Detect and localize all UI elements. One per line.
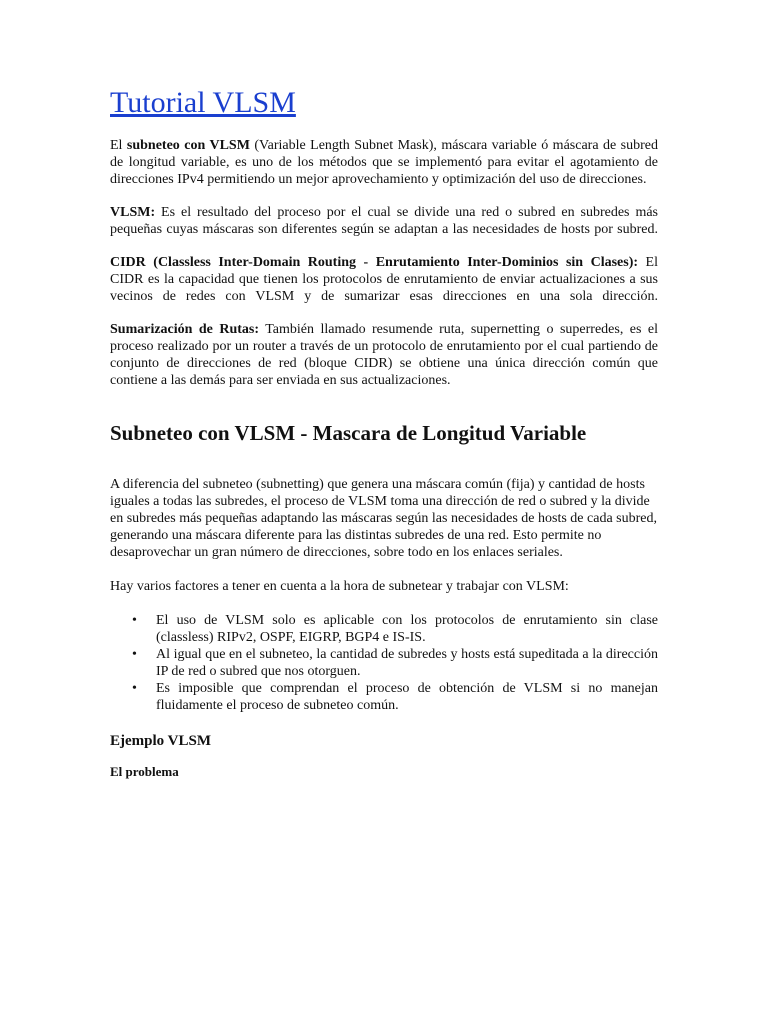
vlsm-definition — [110, 204, 658, 238]
vlsm-text: Es el resultado del proceso por el cual se divide una red o subred en subredes más pequeñas cuyas máscaras son diferentes según se adaptan a las necesidades de hosts por subred. — [110, 205, 658, 237]
intro-text-rest: (Variable Length Subnet Mask), máscara variable ó máscara de subred de longitud variable, es uno de los métodos que se implementó para evitar el agotamiento de direcciones IPv4 permitiendo un mejor aprovechamiento y optimización del uso de direcciones. — [110, 138, 658, 187]
list-item — [110, 612, 658, 646]
section-heading: Subneteo con VLSM - Mascara de Longitud Variable — [110, 421, 587, 445]
list-item — [110, 680, 658, 714]
intro-text-start: El — [110, 138, 127, 153]
section-paragraph-1: A diferencia del subneteo (subnetting) que genera una máscara común (fija) y cantidad de hosts iguales a todas las subredes, el proceso de VLSM toma una dirección de red o subred y la divide en subredes más pequeñas adaptando las máscaras según las necesidades de hosts de cada subred, generando una máscara diferente para las distintas subredes de una red. Esto permite no desaprovechar un gran número de direcciones, sobre todo en los enlaces seriales. — [110, 477, 657, 560]
list-item-text: Al igual que en el subneteo, la cantidad de subredes y hosts está supeditada a la dirección IP de red o subred que nos otorguen. — [156, 647, 658, 679]
page-title-link[interactable]: Tutorial VLSM — [110, 86, 296, 119]
intro-bold-term: subneteo con VLSM — [126, 138, 250, 153]
vlsm-term: VLSM: — [110, 205, 156, 220]
factors-list — [110, 612, 658, 714]
summarization-text: También llamado resumende ruta, supernetting o superredes, es el proceso realizado por un router a través de un protocolo de enrutamiento por el cual partiendo de conjunto de direcciones de red (bloque CIDR) se obtiene una única dirección común que contiene a las demás para ser enviada en sus actualizaciones. — [110, 322, 658, 388]
document-page — [110, 82, 658, 780]
section-paragraph-2: Hay varios factores a tener en cuenta a la hora de subnetear y trabajar con VLSM: — [110, 579, 569, 594]
cidr-term: CIDR (Classless Inter-Domain Routing - Enrutamiento Inter-Dominios sin Clases): — [110, 255, 639, 270]
bullet-icon: • — [132, 647, 137, 662]
cidr-text: El CIDR es la capacidad que tienen los protocolos de enrutamiento de enviar actualizaciones a sus vecinos de redes con VLSM y de sumarizar esas direcciones en una sola dirección. — [110, 255, 658, 304]
intro-paragraph — [110, 137, 658, 188]
summarization-term: Sumarización de Rutas: — [110, 322, 260, 337]
example-heading: Ejemplo VLSM — [110, 733, 211, 749]
summarization-definition — [110, 321, 658, 389]
list-item-text: Es imposible que comprendan el proceso de obtención de VLSM si no manejan fluidamente el proceso de subneteo común. — [156, 681, 658, 713]
problem-heading: El problema — [110, 764, 179, 779]
bullet-icon: • — [132, 613, 137, 628]
list-item — [110, 646, 658, 680]
bullet-icon: • — [132, 681, 137, 696]
list-item-text: El uso de VLSM solo es aplicable con los protocolos de enrutamiento sin clase (classless) RIPv2, OSPF, EIGRP, BGP4 e IS-IS. — [156, 613, 658, 645]
cidr-definition — [110, 254, 658, 305]
